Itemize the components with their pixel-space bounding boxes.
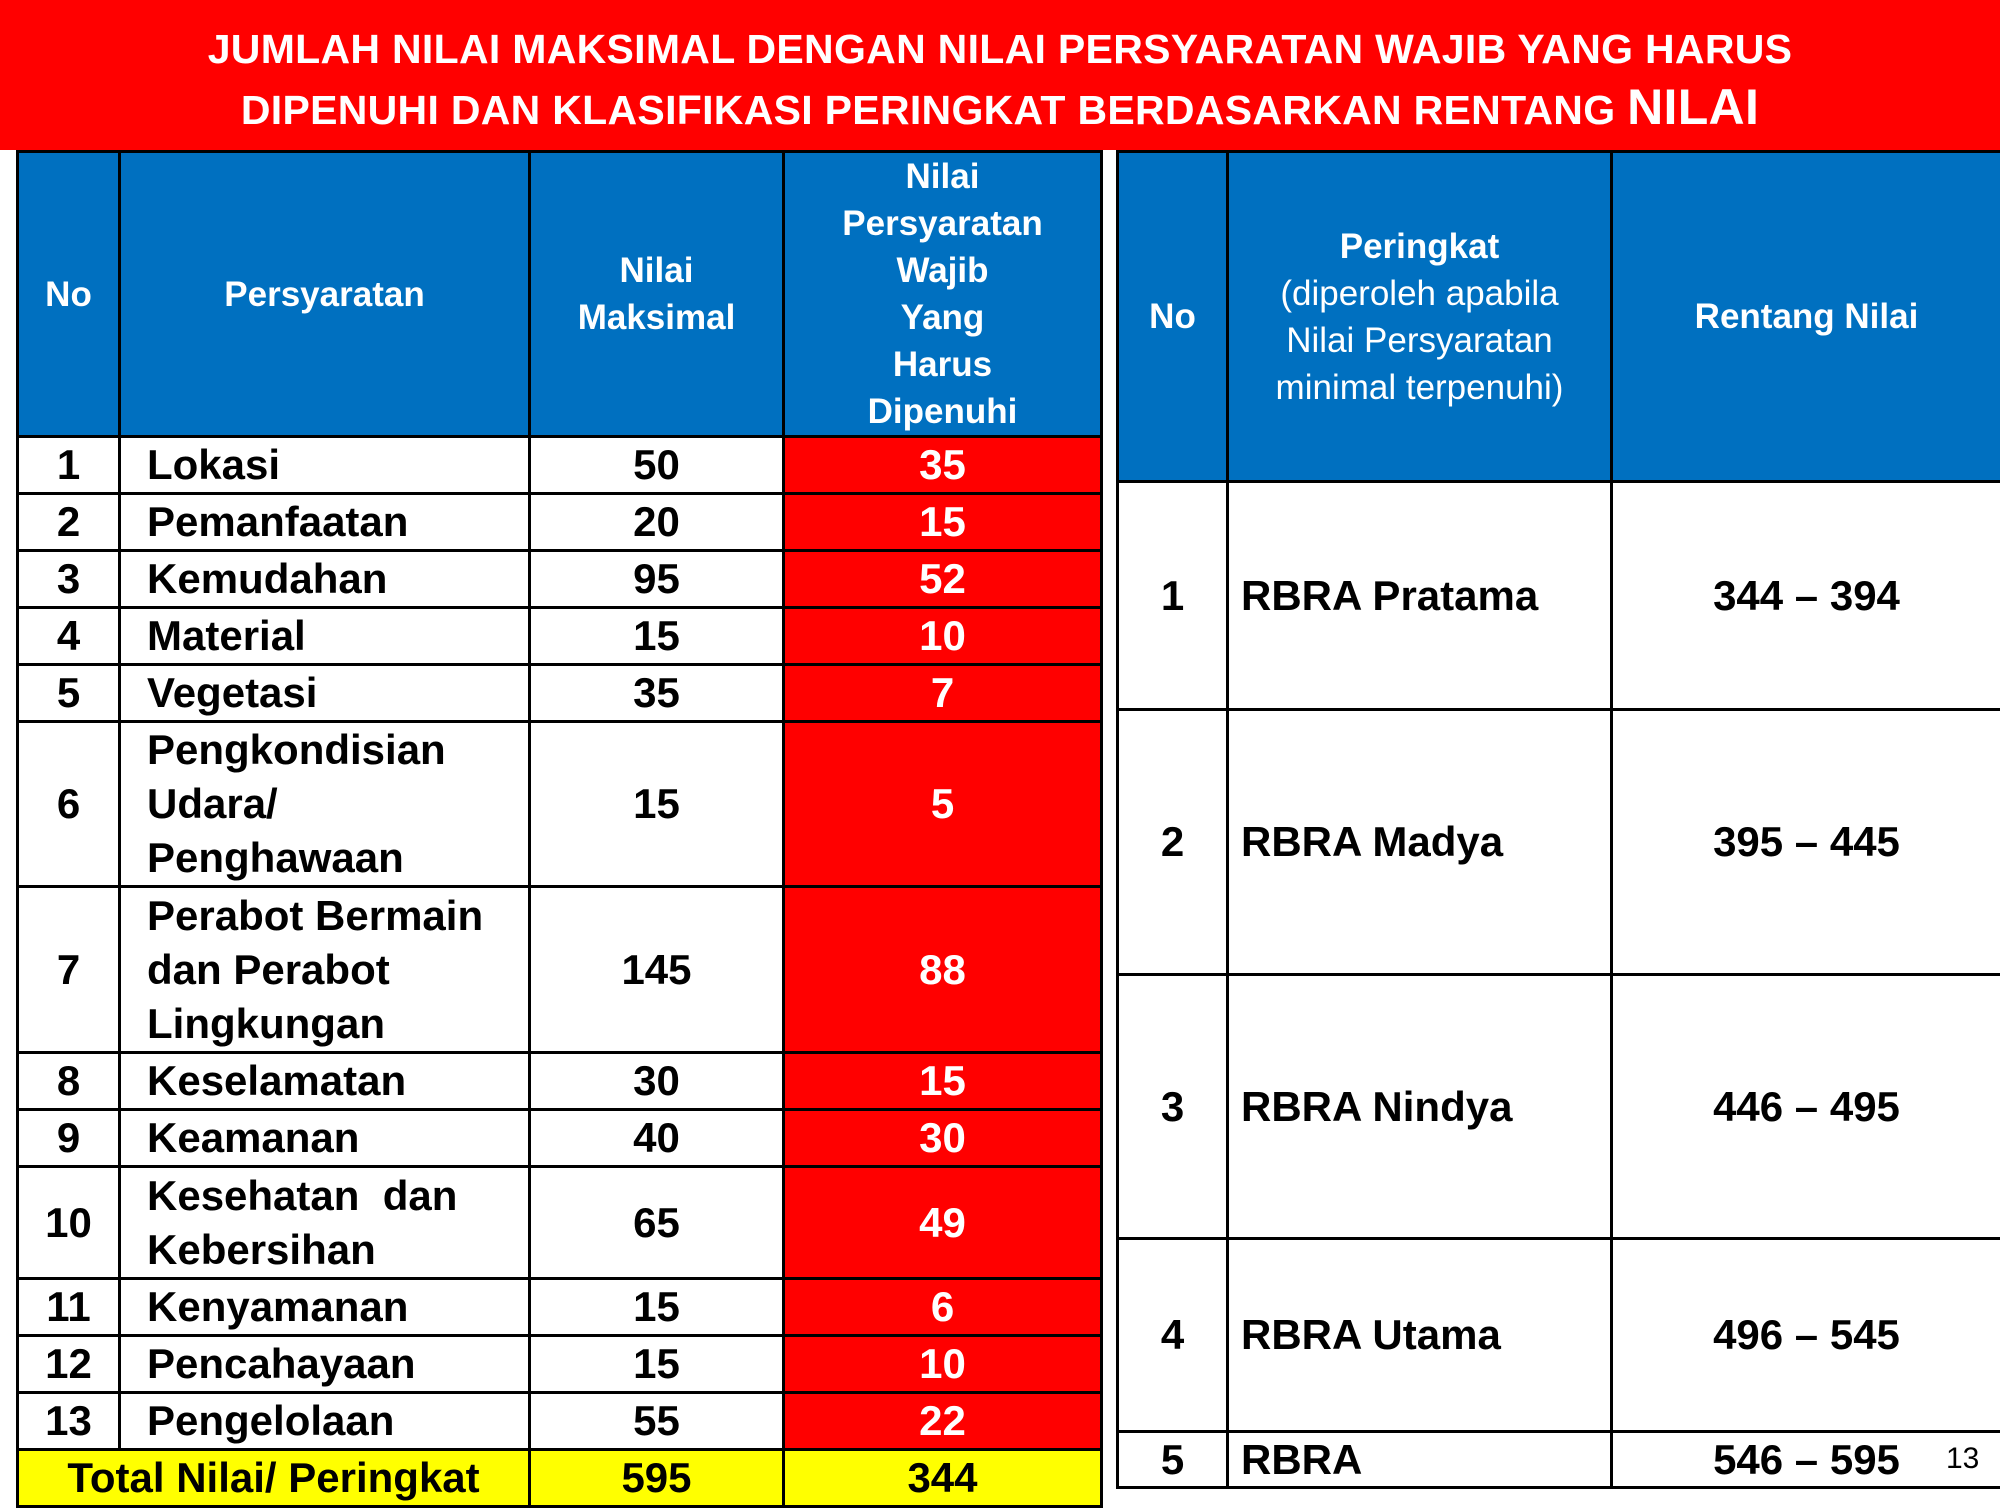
row-nilai-wajib: 88: [784, 887, 1102, 1053]
ranking-no: 4: [1118, 1239, 1228, 1432]
row-persyaratan-line: Pencahayaan: [147, 1337, 528, 1391]
row-persyaratan-line: Kenyamanan: [147, 1280, 528, 1334]
row-nilai-wajib: 30: [784, 1110, 1102, 1167]
header-wajib-line: Dipenuhi: [785, 388, 1100, 435]
requirements-table: [16, 150, 1103, 1508]
ranking-name: RBRA Madya: [1228, 710, 1612, 975]
table-row: [18, 494, 1102, 551]
row-persyaratan-line: Keselamatan: [147, 1054, 528, 1108]
ranking-name: RBRA Nindya: [1228, 975, 1612, 1239]
ranking-no: 5: [1118, 1432, 1228, 1488]
header-no: No: [18, 152, 120, 437]
header-wajib-line: Harus: [785, 341, 1100, 388]
header-nilai-wajib: [784, 152, 1102, 437]
row-persyaratan: [120, 1336, 530, 1393]
ranking-header-peringkat: [1228, 152, 1612, 482]
table-row: [18, 722, 1102, 887]
ranking-header-peringkat-note: Nilai Persyaratan: [1229, 317, 1610, 364]
row-nilai-maksimal: 30: [530, 1053, 784, 1110]
row-nilai-wajib: 52: [784, 551, 1102, 608]
ranking-range: 395 – 445: [1612, 710, 2000, 975]
total-label: Total Nilai/ Peringkat: [18, 1450, 530, 1507]
row-persyaratan-line: Lokasi: [147, 438, 528, 492]
row-persyaratan: [120, 1053, 530, 1110]
ranking-no: 2: [1118, 710, 1228, 975]
total-nilai-wajib: 344: [784, 1450, 1102, 1507]
row-persyaratan-line: Keamanan: [147, 1111, 528, 1165]
ranking-row: [1118, 1239, 2000, 1432]
row-no: 9: [18, 1110, 120, 1167]
header-nilai-maksimal-line: Nilai: [531, 247, 782, 294]
ranking-range: 344 – 394: [1612, 482, 2000, 710]
row-nilai-wajib: 35: [784, 437, 1102, 494]
row-persyaratan-line: Udara/: [147, 777, 528, 831]
requirements-header-row: [18, 152, 1102, 437]
row-no: 1: [18, 437, 120, 494]
row-persyaratan-line: Kebersihan: [147, 1223, 528, 1277]
row-persyaratan-line: Penghawaan: [147, 831, 528, 885]
row-nilai-wajib: 5: [784, 722, 1102, 887]
row-no: 4: [18, 608, 120, 665]
row-persyaratan: [120, 1393, 530, 1450]
row-nilai-maksimal: 95: [530, 551, 784, 608]
table-row: [18, 1393, 1102, 1450]
row-persyaratan-line: Kemudahan: [147, 552, 528, 606]
table-row: [18, 1279, 1102, 1336]
row-nilai-wajib: 6: [784, 1279, 1102, 1336]
row-nilai-wajib: 10: [784, 608, 1102, 665]
header-wajib-line: Persyaratan: [785, 200, 1100, 247]
row-nilai-maksimal: 65: [530, 1167, 784, 1279]
ranking-row: [1118, 710, 2000, 975]
title-line-2: [0, 78, 2000, 139]
row-persyaratan: [120, 887, 530, 1053]
row-persyaratan: [120, 665, 530, 722]
title-emphasis: NILAI: [1627, 79, 1759, 135]
row-nilai-maksimal: 145: [530, 887, 784, 1053]
ranking-header-rentang: Rentang Nilai: [1612, 152, 2000, 482]
table-row: [18, 437, 1102, 494]
row-persyaratan: [120, 494, 530, 551]
header-wajib-line: Wajib: [785, 247, 1100, 294]
ranking-header-no: No: [1118, 152, 1228, 482]
row-no: 5: [18, 665, 120, 722]
row-persyaratan-line: Kesehatan dan: [147, 1169, 528, 1223]
row-no: 3: [18, 551, 120, 608]
row-persyaratan: [120, 1167, 530, 1279]
row-persyaratan-line: Pengelolaan: [147, 1394, 528, 1448]
row-persyaratan: [120, 722, 530, 887]
row-persyaratan: [120, 1279, 530, 1336]
ranking-range: 546 – 595: [1612, 1432, 2000, 1488]
ranking-no: 1: [1118, 482, 1228, 710]
header-nilai-maksimal-line: Maksimal: [531, 294, 782, 341]
row-nilai-wajib: 22: [784, 1393, 1102, 1450]
ranking-name: RBRA Pratama: [1228, 482, 1612, 710]
row-nilai-wajib: 7: [784, 665, 1102, 722]
row-no: 2: [18, 494, 120, 551]
row-persyaratan-line: Lingkungan: [147, 997, 528, 1051]
row-no: 11: [18, 1279, 120, 1336]
ranking-row: [1118, 1432, 2000, 1488]
row-no: 8: [18, 1053, 120, 1110]
title-line-2-text: DIPENUHI DAN KLASIFIKASI PERINGKAT BERDASARKAN RENTANG: [241, 87, 1616, 133]
ranking-name: RBRA: [1228, 1432, 1612, 1488]
row-persyaratan: [120, 551, 530, 608]
title-line-1: JUMLAH NILAI MAKSIMAL DENGAN NILAI PERSYARATAN WAJIB YANG HARUS: [0, 20, 2000, 78]
row-nilai-maksimal: 55: [530, 1393, 784, 1450]
row-persyaratan: [120, 437, 530, 494]
row-nilai-maksimal: 20: [530, 494, 784, 551]
ranking-row: [1118, 482, 2000, 710]
header-persyaratan: Persyaratan: [120, 152, 530, 437]
table-row: [18, 1167, 1102, 1279]
row-nilai-maksimal: 40: [530, 1110, 784, 1167]
table-row: [18, 1110, 1102, 1167]
row-no: 12: [18, 1336, 120, 1393]
header-wajib-line: Nilai: [785, 153, 1100, 200]
ranking-no: 3: [1118, 975, 1228, 1239]
row-persyaratan-line: Material: [147, 609, 528, 663]
row-nilai-maksimal: 15: [530, 722, 784, 887]
table-row: [18, 887, 1102, 1053]
row-nilai-maksimal: 15: [530, 1279, 784, 1336]
row-persyaratan-line: dan Perabot: [147, 943, 528, 997]
row-nilai-maksimal: 50: [530, 437, 784, 494]
row-nilai-wajib: 10: [784, 1336, 1102, 1393]
row-persyaratan-line: Perabot Bermain: [147, 889, 528, 943]
table-row: [18, 1336, 1102, 1393]
ranking-header-peringkat-note: minimal terpenuhi): [1229, 364, 1610, 411]
row-no: 13: [18, 1393, 120, 1450]
row-persyaratan-line: Pengkondisian: [147, 723, 528, 777]
table-row: [18, 1053, 1102, 1110]
ranking-header-row: [1118, 152, 2000, 482]
row-nilai-wajib: 15: [784, 1053, 1102, 1110]
ranking-range: 496 – 545: [1612, 1239, 2000, 1432]
row-nilai-maksimal: 15: [530, 608, 784, 665]
table-row: [18, 608, 1102, 665]
row-nilai-wajib: 49: [784, 1167, 1102, 1279]
row-persyaratan-line: Vegetasi: [147, 666, 528, 720]
ranking-table: [1116, 150, 2000, 1489]
ranking-header-peringkat-note: (diperoleh apabila: [1229, 270, 1610, 317]
row-persyaratan: [120, 1110, 530, 1167]
title-banner: [0, 0, 2000, 150]
row-persyaratan: [120, 608, 530, 665]
ranking-row: [1118, 975, 2000, 1239]
header-nilai-maksimal: [530, 152, 784, 437]
row-nilai-maksimal: 35: [530, 665, 784, 722]
row-persyaratan-line: Pemanfaatan: [147, 495, 528, 549]
ranking-name: RBRA Utama: [1228, 1239, 1612, 1432]
page-number: 13: [1946, 1442, 1979, 1476]
total-nilai-maksimal: 595: [530, 1450, 784, 1507]
row-no: 10: [18, 1167, 120, 1279]
row-no: 6: [18, 722, 120, 887]
table-row: [18, 551, 1102, 608]
row-nilai-wajib: 15: [784, 494, 1102, 551]
row-nilai-maksimal: 15: [530, 1336, 784, 1393]
ranking-header-peringkat-title: Peringkat: [1229, 223, 1610, 270]
total-row: [18, 1450, 1102, 1507]
row-no: 7: [18, 887, 120, 1053]
ranking-range: 446 – 495: [1612, 975, 2000, 1239]
header-wajib-line: Yang: [785, 294, 1100, 341]
table-row: [18, 665, 1102, 722]
